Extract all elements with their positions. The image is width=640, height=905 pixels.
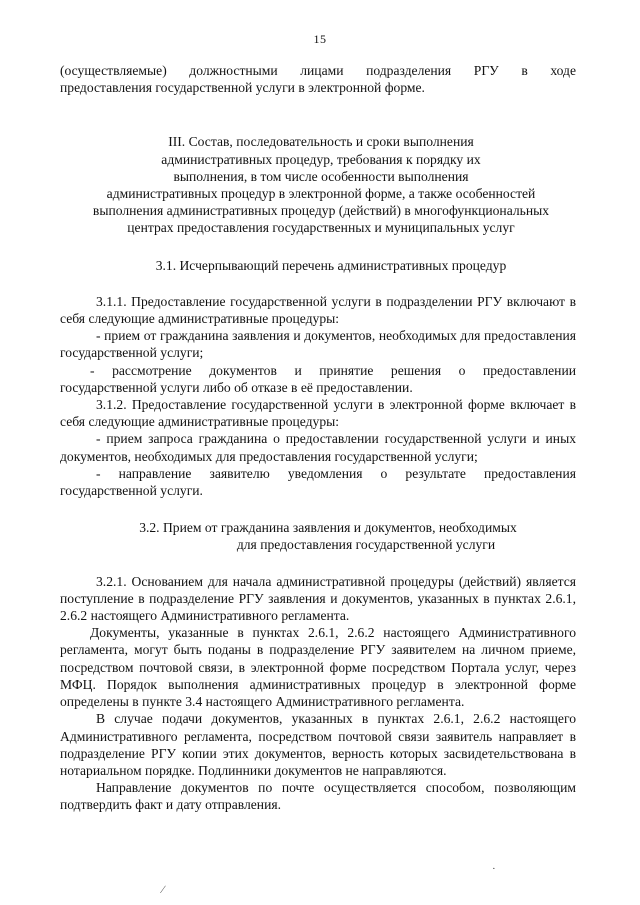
section-title-line: административных процедур в электронной форме, а также особенностей bbox=[106, 186, 536, 202]
list-item: - рассмотрение документов и принятие решения о предоставлении государственной услуги либо об отказе в её предоставлении. bbox=[60, 362, 576, 395]
subsection-3-2-title bbox=[60, 519, 576, 553]
paragraph-3-1-1: 3.1.1. Предоставление государственной услуги в подразделении РГУ включают в себя следующие административные процедуры: bbox=[60, 293, 576, 327]
scan-mark: ∕ bbox=[162, 884, 164, 896]
paragraph-documents: Документы, указанные в пунктах 2.6.1, 2.6.2 настоящего Административного регламента, могут быть поданы в подразделение РГУ заявителем на личном приеме, посредством почтовой связи, в электронной форме посредством Портала услуг, через МФЦ. Порядок выполнения административных процедур в электронной форме определены в пункте 3.4 настоящего Административного регламента. bbox=[60, 625, 576, 710]
subsection-title-line: для предоставления государственной услуги bbox=[236, 537, 496, 553]
list-item: - направление заявителю уведомления о результате предоставления государственной услуги. bbox=[60, 465, 576, 499]
document-body bbox=[60, 62, 576, 814]
page-number: 15 bbox=[313, 32, 327, 46]
section-title-line: административных процедур, требования к порядку их bbox=[161, 151, 481, 167]
paragraph-3-2-1: 3.2.1. Основанием для начала административной процедуры (действий) является поступление в подразделение РГУ заявления и документов, указанных в пунктах 2.6.1, 2.6.2 настоящего Административного регламента. bbox=[60, 573, 576, 624]
intro-line-1: (осуществляемые) должностными лицами подразделения РГУ в ходе bbox=[60, 63, 576, 78]
section-title-line: III. Состав, последовательность и сроки выполнения bbox=[168, 134, 474, 150]
section-title-line: выполнения административных процедур (действий) в многофункциональных bbox=[92, 203, 550, 219]
subsection-title-line: 3.2. Прием от гражданина заявления и документов, необходимых bbox=[139, 520, 517, 536]
list-item: - прием запроса гражданина о предоставлении государственной услуги и иных документов, необходимых для предоставления государственной услуги; bbox=[60, 431, 576, 464]
paragraph-postal-case: В случае подачи документов, указанных в пунктах 2.6.1, 2.6.2 настоящего Административного регламента, посредством почтовой связи заявитель направляет в подразделение РГУ копии этих документов, верность которых засвидетельствована в нотариальном порядке. Подлинники документов не направляются. bbox=[60, 711, 576, 778]
paragraph-3-1-2: 3.1.2. Предоставление государственной услуги в электронной форме включает в себя следующие административные процедуры: bbox=[60, 397, 576, 430]
section-title-line: центрах предоставления государственных и муниципальных услуг bbox=[127, 220, 515, 236]
section-3-title bbox=[60, 133, 576, 236]
intro-line-2: предоставления государственной услуги в электронной форме. bbox=[60, 80, 425, 96]
scan-dot: · bbox=[492, 863, 496, 875]
section-title-line: выполнения, в том числе особенности выполнения bbox=[173, 168, 469, 184]
paragraph-postal-method: Направление документов по почте осуществляется способом, позволяющим подтвердить факт и дату отправления. bbox=[60, 780, 576, 813]
list-item: - прием от гражданина заявления и документов, необходимых для предоставления государственной услуги; bbox=[60, 328, 576, 361]
subsection-3-1-title: 3.1. Исчерпывающий перечень административных процедур bbox=[155, 257, 507, 273]
